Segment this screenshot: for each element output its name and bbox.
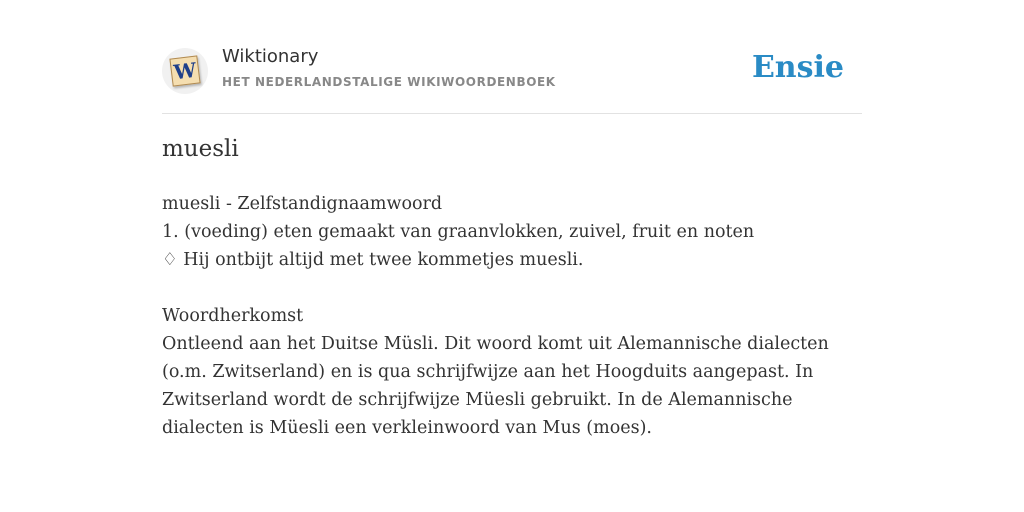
example-sentence: ♢ Hij ontbijt altijd met twee kommetjes muesli.	[162, 250, 584, 270]
etymology-heading: Woordherkomst	[162, 306, 304, 326]
site-title[interactable]: Wiktionary	[222, 46, 319, 67]
site-header	[162, 44, 862, 114]
etymology-text: Ontleend aan het Duitse Müsli. Dit woord komt uit Alemannische dialecten (o.m. Zwitserland) en is qua schrijfwijze aan het Hoogduits aangepast. In Zwitserland wordt de schrijfwijze Müesli gebruikt. In de Alemannische dialecten is Müesli een verkleinwoord van Mus (moes).	[162, 334, 829, 438]
wiktionary-logo-icon: W	[169, 55, 200, 86]
ensie-brand-link[interactable]: Ensie	[751, 50, 844, 85]
site-subtitle: HET NEDERLANDSTALIGE WIKIWOORDENBOEK	[222, 75, 556, 89]
entry-content	[162, 190, 867, 442]
wiktionary-logo[interactable]	[162, 48, 208, 94]
part-of-speech-line: muesli - Zelfstandignaamwoord	[162, 194, 443, 214]
spacer	[162, 274, 867, 302]
definition: 1. (voeding) eten gemaakt van graanvlokken, zuivel, fruit en noten	[162, 222, 755, 242]
page-title: muesli	[162, 136, 239, 162]
